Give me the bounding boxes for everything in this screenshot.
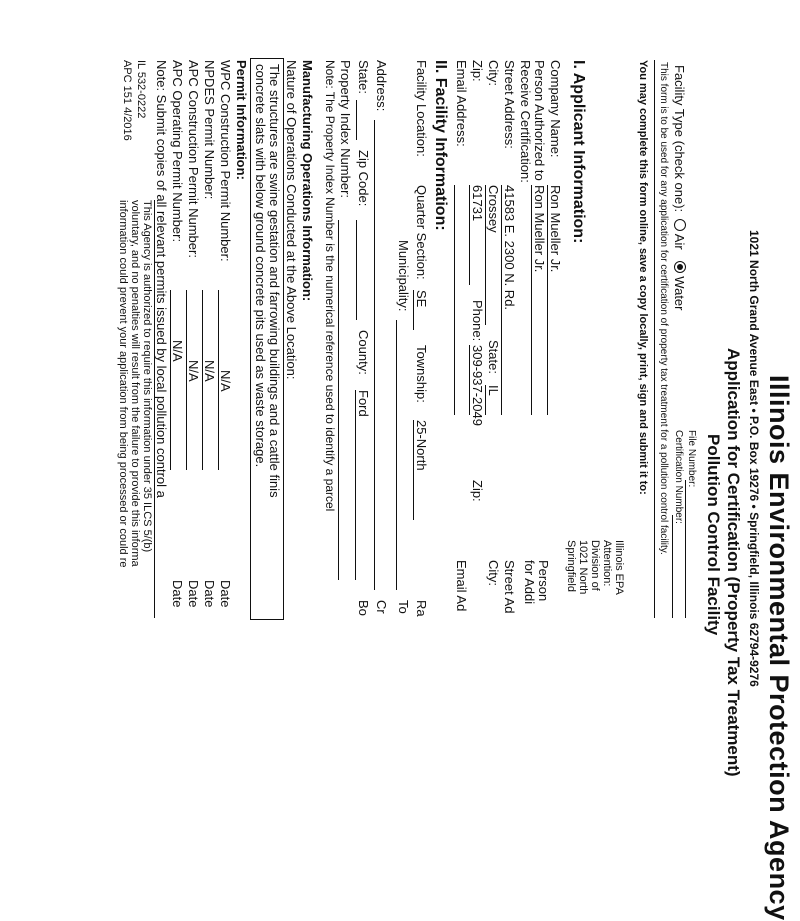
wpc-permit-value[interactable]: N/A [218,370,233,392]
zip-field[interactable]: 61731 [469,185,484,285]
board-label: Bo [356,600,371,616]
facility-type-row [673,65,686,311]
disclosure-line-1: This Agency is authorized to require this information under 35 ILCS 5/(b) [141,200,153,553]
disclosure-line-2: voluntary, and no penalties will result from the failure to provide this informa [129,200,141,567]
mail-attention: Attention: [601,540,613,587]
wpc-permit-line [218,290,219,470]
township-field[interactable]: 25-North [413,420,428,520]
apc-operating-date: Date [170,580,185,608]
mail-city: Springfield [565,540,577,592]
facility-state-field[interactable] [356,100,357,140]
street-label: Street Address: [502,60,517,149]
npdes-permit-value[interactable]: N/A [202,360,217,382]
disclosure-rule [154,200,155,618]
water-label: Water [672,276,687,311]
zip-label: Zip: [470,60,485,82]
apc-operating-line [170,290,171,470]
city-label-2: Cr [374,600,389,614]
facility-location-label: Facility Location: [414,60,429,157]
permit-heading: Permit Information: [234,60,249,180]
disclosure-line-3: information could prevent your application from being processed or could re [117,200,129,568]
apc-id: APC 151 4/2016 [121,60,133,141]
county-field[interactable]: Ford [355,390,370,580]
manufacturing-heading: Manufacturing Operations Information: [300,60,315,302]
permit-note: Note: Submit copies of all relevant permits issued by local pollution control a [154,60,169,498]
city-label: City: [486,60,501,86]
quarter-section-label: Quarter Section: [414,185,429,280]
instructions-text: This form is to be used for any application for certification of property tax treatment for a pollution control facility. [658,62,669,555]
email-label: Email Address: [454,60,469,147]
nature-label: Nature of Operations Conducted at the Above Location: [284,60,299,380]
mail-division: Division of [589,540,601,591]
person-label-1: Person Authorized to [532,60,547,181]
cert-number-line [672,515,673,618]
agency-name: Illinois Environmental Protection Agency [764,375,794,921]
county-label: County: [356,330,371,375]
pin-note: Note: The Property Index Number is the numerical reference used to identify a parcel [323,60,337,512]
apc-operating-label: APC Operating Permit Number: [170,60,185,243]
phone-label: Phone: [470,300,485,342]
facility-state-label: State: [356,60,371,94]
apc-construction-line [186,290,187,470]
email-field[interactable] [454,185,455,415]
range-label: Ra [414,600,429,617]
apc-construction-label: APC Construction Permit Number: [186,60,201,258]
phone-field[interactable]: 309-937-2049 [470,345,485,426]
township-label: Township: [414,345,429,403]
npdes-date-label: Date [202,580,217,608]
wpc-permit-label: WPC Construction Permit Number: [218,60,233,262]
township-name-label: To [396,600,411,614]
apc-construction-value[interactable]: N/A [186,360,201,382]
right-street-label: Street Ad [502,560,517,614]
state-field[interactable]: IL [485,385,500,415]
right-zip-label: Zip: [470,480,485,502]
company-name-field[interactable]: Ron Mueller Jr. [547,185,562,415]
npdes-permit-label: NPDES Permit Number: [202,60,217,200]
facility-type-label: Facility Type (check one): [672,65,687,213]
address-label: Address: [374,60,389,112]
apc-operating-value[interactable]: N/A [170,340,185,362]
right-person-label-1: Person [536,560,551,602]
person-name-field[interactable]: Ron Mueller Jr. [531,185,546,415]
agency-address: 1021 North Grand Avenue East • P.O. Box 19276 • Springfield, Illinois 62794-9276 [747,230,761,687]
mail-street: 1021 North [577,540,589,595]
form-title: Application for Certification (Property Tax Treatment) [724,348,743,777]
file-number-line [685,480,686,618]
water-radio[interactable] [674,261,686,273]
air-radio[interactable] [674,219,686,231]
street-field[interactable]: 41583 E. 2300 N. Rd. [501,185,516,415]
state-label: State: [486,340,501,374]
npdes-permit-line [202,290,203,470]
right-email-label: Email Ad [454,560,469,612]
mail-agency: Illinois EPA [613,540,625,595]
online-note: You may complete this form online, save a copy locally, print, sign and submit it to: [637,60,649,495]
cert-number-label: Certification Number: [673,430,684,524]
municipality-field[interactable] [396,320,397,590]
form-id: IL 532-0222 [135,60,147,119]
applicant-heading: I. Applicant Information: [570,60,587,244]
nature-value-line-2: concrete slats with below ground concrete pits used as waste storage. [253,64,268,468]
quarter-section-field[interactable]: SE [413,290,428,330]
file-number-label: File Number: [686,430,697,488]
facility-zip-field[interactable] [356,220,357,320]
person-label-2: Receive Certification: [518,60,533,183]
wpc-date-label: Date [218,580,233,608]
right-person-label-2: for Addi [522,560,537,605]
company-name-label: Company Name: [548,60,563,158]
apc-construction-date: Date [186,580,201,608]
pin-field[interactable] [338,220,339,580]
facility-zip-label: Zip Code: [356,150,371,207]
facility-heading: II. Facility Information: [432,60,449,231]
address-field[interactable] [374,120,375,590]
air-label: Air [672,233,687,250]
right-city-label: City: [486,560,501,586]
pin-label: Property Index Number: [338,60,353,199]
form-subtitle: Pollution Control Facility [704,434,723,636]
header-rule [654,60,655,618]
municipality-label: Municipality: [396,240,411,312]
nature-value-line-1: The structures are swine gestation and farrowing buildings and a cattle finis [267,64,282,498]
city-field[interactable]: Crossey [485,185,500,325]
